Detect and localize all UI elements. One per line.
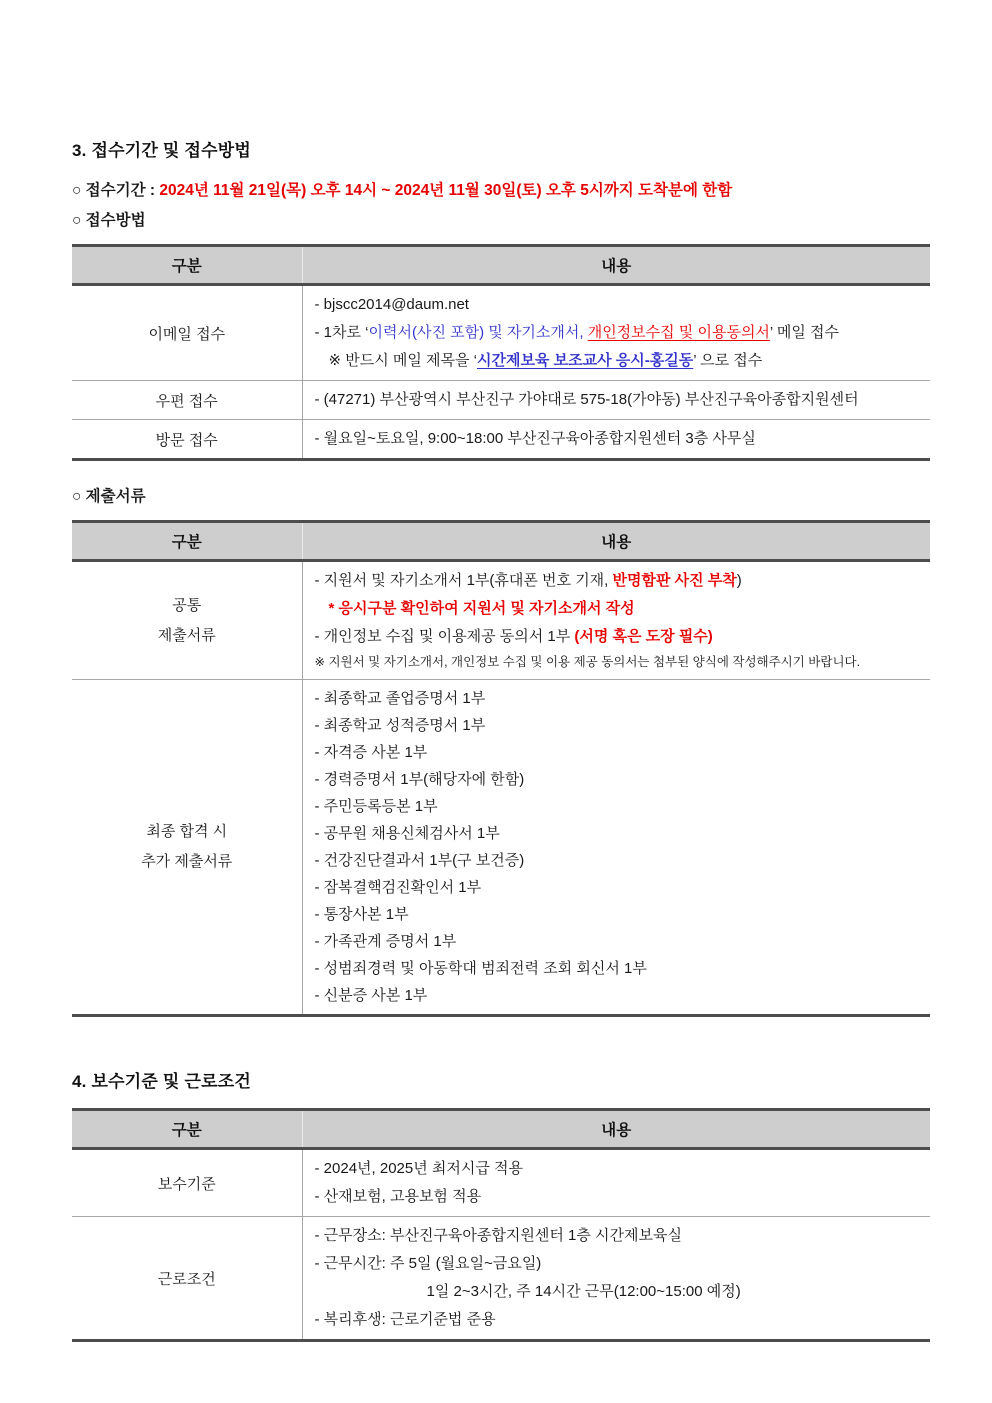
row-content-cell [302, 1217, 930, 1341]
text-segment: - 지원서 및 자기소개서 1부(휴대폰 번호 기재, [314, 572, 613, 589]
submission-docs-table [72, 520, 930, 1017]
final-doc-item: - 통장사본 1부 [314, 906, 409, 923]
text-segment-blue-underline: 시간제보육 보조교사 응시-홍길동 [477, 352, 694, 369]
pay-conditions-table [72, 1108, 930, 1342]
column-header-type: 구분 [72, 1110, 302, 1149]
table-header-row [72, 1110, 930, 1149]
row-type-cell: 근로조건 [72, 1217, 302, 1341]
common-doc-note: ※ 지원서 및 자기소개서, 개인정보 수집 및 이용 제공 동의서는 첨부된 양식에 작성해주시기 바랍니다. [314, 655, 861, 669]
email-subject-line [315, 347, 927, 375]
text-segment-red-underline: 개인정보수집 및 이용동의서 [587, 324, 770, 341]
column-header-content: 내용 [302, 246, 930, 285]
table-row-post [72, 381, 930, 420]
post-address-line: - (47271) 부산광역시 부산진구 가야대로 575-18(가야동) 부산진구육아종합지원센터 [314, 391, 859, 408]
final-doc-item: - 가족관계 증명서 1부 [314, 933, 457, 950]
final-doc-item: - 최종학교 졸업증명서 1부 [314, 690, 486, 707]
row-content-cell [302, 561, 930, 680]
email-address-line: - bjscc2014@daum.net [314, 296, 469, 313]
table-header-row [72, 246, 930, 285]
pay-line: - 산재보험, 고용보험 적용 [314, 1188, 482, 1205]
work-line: - 근무장소: 부산진구육아종합지원센터 1층 시간제보육실 [314, 1227, 682, 1244]
work-line-continued: 1일 2~3시간, 주 14시간 근무(12:00~15:00 예정) [426, 1283, 741, 1300]
text-segment-red: (서명 혹은 도장 필수) [574, 628, 713, 645]
text-segment: ) [736, 572, 742, 589]
application-period-label: ○ 접수기간 : [72, 182, 160, 199]
final-doc-item: - 자격증 사본 1부 [314, 744, 428, 761]
row-content-cell [302, 285, 930, 381]
table-row-pay [72, 1149, 930, 1217]
type-label-line: 최종 합격 시 [146, 823, 228, 840]
text-segment: ’ 메일 접수 [769, 324, 839, 341]
row-type-cell: 보수기준 [72, 1149, 302, 1217]
column-header-type: 구분 [72, 522, 302, 561]
final-doc-item: - 잠복결핵검진확인서 1부 [314, 879, 482, 896]
type-label-line: 추가 제출서류 [141, 853, 233, 870]
application-period-line [72, 177, 930, 204]
column-header-content: 내용 [302, 1110, 930, 1149]
text-segment: ’ 으로 접수 [693, 352, 763, 369]
final-doc-item: - 최종학교 성적증명서 1부 [314, 717, 486, 734]
column-header-content: 내용 [302, 522, 930, 561]
row-content-cell [302, 420, 930, 460]
work-line: - 근무시간: 주 5일 (월요일~금요일) [314, 1255, 542, 1272]
final-doc-item: - 공무원 채용신체검사서 1부 [314, 825, 500, 842]
final-doc-item: - 주민등록등본 1부 [314, 798, 438, 815]
common-doc-warning-line: * 응시구분 확인하여 지원서 및 자기소개서 작성 [328, 600, 635, 617]
submission-docs-label: ○ 제출서류 [72, 488, 146, 505]
application-method-label: ○ 접수방법 [72, 212, 146, 229]
section4-heading: 4. 보수기준 및 근로조건 [72, 1072, 251, 1091]
row-type-cell [72, 680, 302, 1016]
final-doc-item: - 신분증 사본 1부 [314, 987, 428, 1004]
column-header-type: 구분 [72, 246, 302, 285]
table-row-final-docs [72, 680, 930, 1016]
final-doc-item: - 경력증명서 1부(해당자에 한함) [314, 771, 525, 788]
row-content-cell [302, 680, 930, 1016]
final-doc-item: - 건강진단결과서 1부(구 보건증) [314, 852, 525, 869]
row-type-cell: 우편 접수 [72, 381, 302, 420]
common-doc-line [315, 623, 927, 651]
row-type-cell: 방문 접수 [72, 420, 302, 460]
final-doc-item: - 성범죄경력 및 아동학대 범죄전력 조회 회신서 1부 [314, 960, 647, 977]
text-segment: ※ 반드시 메일 제목을 ‘ [328, 352, 477, 369]
document-content [72, 0, 930, 1342]
work-line: - 복리후생: 근로기준법 준용 [314, 1311, 496, 1328]
text-segment-red: 반명함판 사진 부착 [612, 572, 737, 589]
text-segment: - 개인정보 수집 및 이용제공 동의서 1부 [314, 628, 575, 645]
row-content-cell [302, 381, 930, 420]
section3-heading: 3. 접수기간 및 접수방법 [72, 141, 251, 160]
visit-hours-line: - 월요일~토요일, 9:00~18:00 부산진구육아종합지원센터 3층 사무실 [314, 430, 756, 447]
row-type-cell: 이메일 접수 [72, 285, 302, 381]
text-segment: - 1차로 ‘ [314, 324, 369, 341]
table-header-row [72, 522, 930, 561]
row-type-cell [72, 561, 302, 680]
email-docs-line [315, 319, 927, 347]
type-label-line: 제출서류 [157, 626, 216, 644]
text-segment-blue: 이력서(사진 포함) 및 자기소개서, [368, 324, 588, 341]
type-label-line: 공통 [172, 596, 202, 614]
application-method-table [72, 244, 930, 461]
common-doc-line [315, 567, 927, 595]
table-row-email [72, 285, 930, 381]
table-row-common-docs [72, 561, 930, 680]
application-period-value: 2024년 11월 21일(목) 오후 14시 ~ 2024년 11월 30일(토) 오후 5시까지 도착분에 한함 [159, 182, 733, 199]
table-row-work [72, 1217, 930, 1341]
table-row-visit [72, 420, 930, 460]
pay-line: - 2024년, 2025년 최저시급 적용 [314, 1160, 523, 1177]
row-content-cell [302, 1149, 930, 1217]
